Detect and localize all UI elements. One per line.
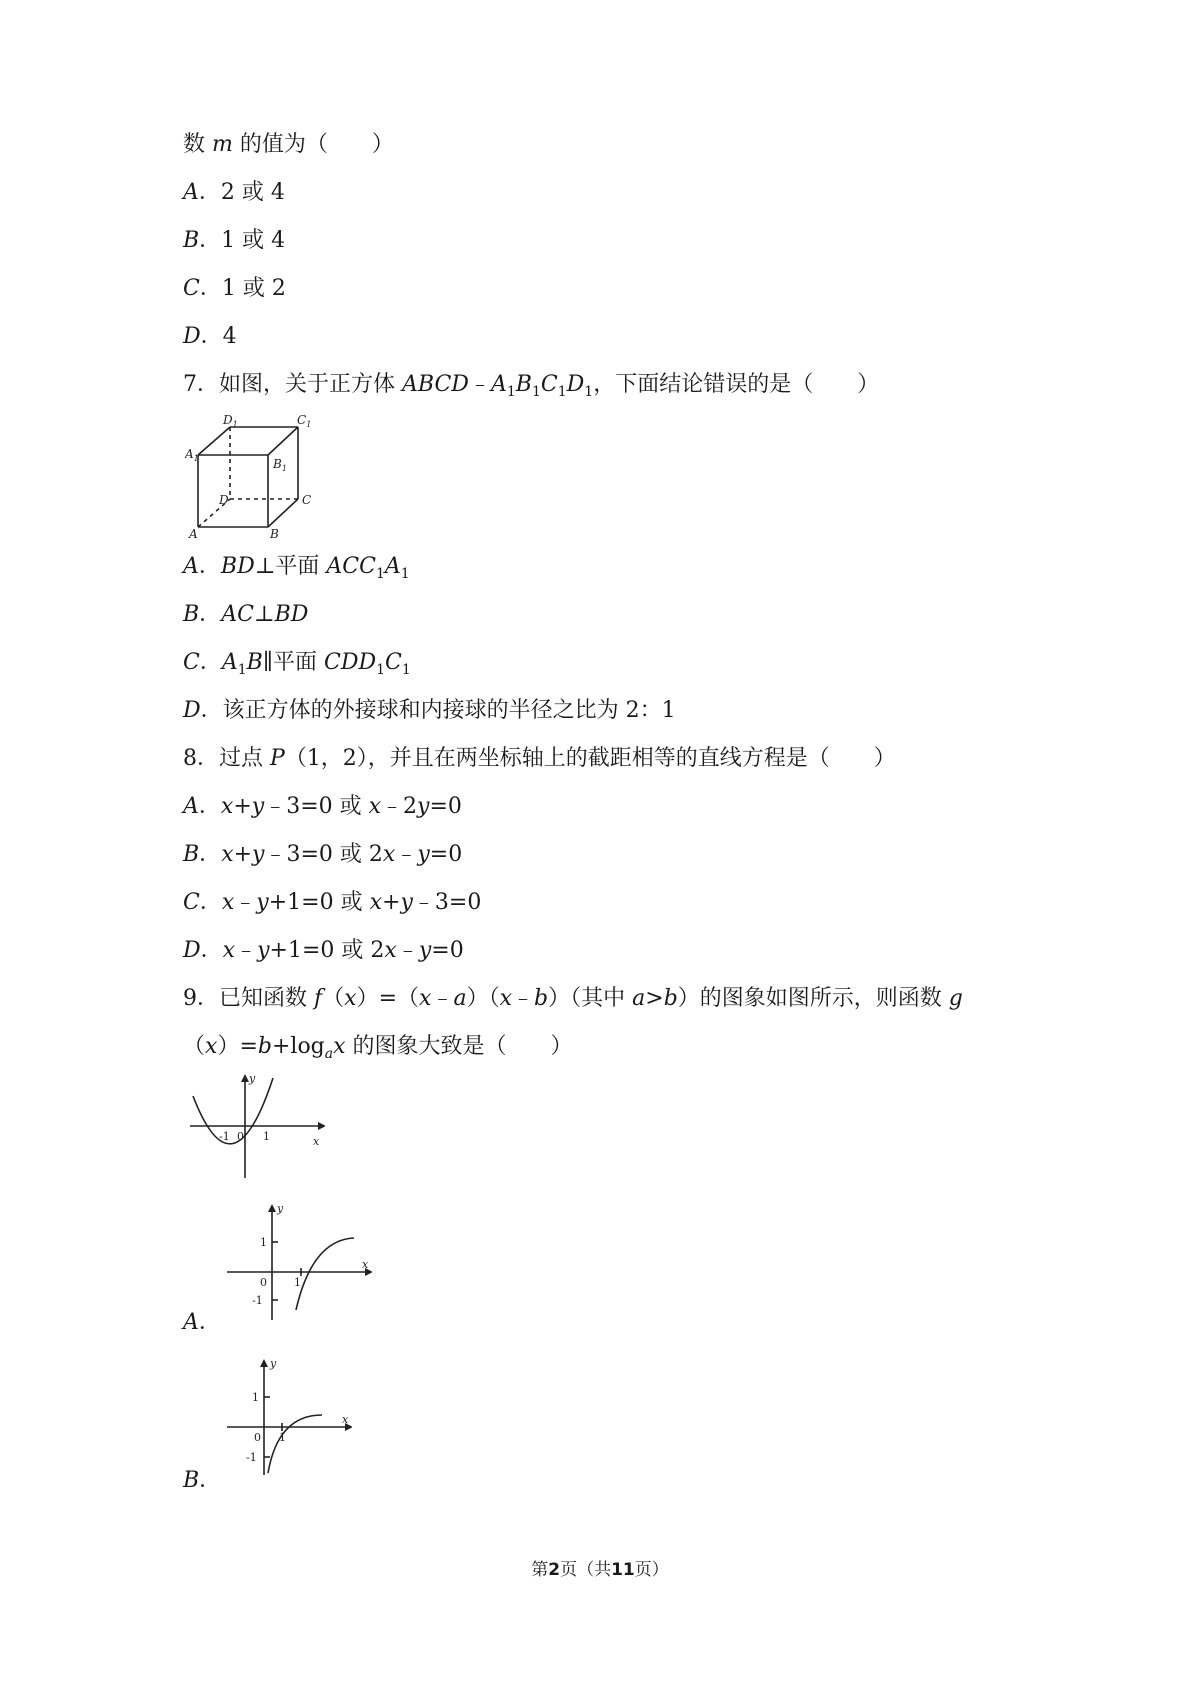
svg-text:1: 1	[294, 1276, 301, 1289]
svg-text:C1: $C_1$	[297, 413, 312, 429]
svg-text:D1: $D_1$	[223, 413, 238, 429]
q7-option-d: D．该正方体的外接球和内接球的半径之比为 2：1	[183, 698, 676, 723]
svg-text:x: x	[362, 1258, 369, 1271]
q7-stem: 7．如图，关于正方体 $ABCD﹣A_1B_1C_1D_1$，下面结论错误的是（ ）	[183, 372, 880, 400]
svg-text:A1: $A_1$	[185, 447, 199, 463]
svg-text:y: y	[277, 1202, 284, 1215]
page-footer: 第2页（共11页）	[531, 1560, 669, 1580]
svg-text:1: 1	[263, 1130, 270, 1143]
svg-text:D: D	[219, 493, 229, 507]
q6-option-d: D．4	[183, 324, 237, 349]
svg-text:x: x	[342, 1413, 349, 1426]
q8-option-a: A．x+y﹣3=0 或 x﹣2y=0	[183, 794, 462, 819]
q7-option-c: C．$A_1B\parallel$平面 $CDD_1C_1$	[183, 650, 411, 678]
q9-stem-line1: 9．已知函数 f（x）=（x﹣a）（x﹣b）（其中 a>b）的图象如图所示，则函数 g	[183, 986, 963, 1011]
svg-text:y: y	[249, 1072, 256, 1085]
svg-text:B: B	[270, 527, 279, 540]
cube-figure	[185, 410, 325, 540]
q7-option-a: A．BD⊥平面 $ACC_1A_1$	[183, 554, 410, 582]
q8-option-b: B．x+y﹣3=0 或 2x﹣y=0	[183, 842, 463, 867]
svg-text:A: A	[189, 527, 198, 540]
q8-option-c: C．x﹣y+1=0 或 x+y﹣3=0	[183, 890, 482, 915]
svg-text:B1: $B_1$	[273, 457, 287, 473]
svg-text:1: 1	[260, 1236, 267, 1249]
svg-text:y: y	[270, 1357, 277, 1370]
q6-stem-tail: 数 m 的值为（ ）	[183, 132, 394, 157]
q9-option-a-graph	[222, 1200, 372, 1322]
svg-text:0: 0	[254, 1431, 261, 1444]
q6-option-b: B．1 或 4	[183, 228, 286, 253]
svg-text:-1: -1	[246, 1451, 257, 1464]
q6-option-c: C．1 或 2	[183, 276, 286, 301]
q7-option-b: B．AC⊥BD	[183, 602, 309, 627]
q9-option-a-label: A．	[183, 1310, 221, 1335]
svg-text:0: 0	[260, 1276, 267, 1289]
svg-text:C: C	[302, 493, 312, 507]
svg-text:1: 1	[279, 1431, 286, 1444]
svg-text:0: 0	[237, 1130, 244, 1143]
q9-option-b-graph	[222, 1355, 352, 1477]
parabola-graph	[185, 1070, 325, 1180]
svg-text:1: 1	[252, 1391, 259, 1404]
svg-text:-1: -1	[219, 1130, 230, 1143]
q9-stem-line2: $(x)=b+\log_ax$ 的图象大致是（ ）	[183, 1034, 573, 1062]
q6-option-a: A．2 或 4	[183, 180, 285, 205]
q9-option-b-label: B．	[183, 1468, 222, 1493]
svg-text:x: x	[313, 1135, 320, 1148]
svg-text:-1: -1	[252, 1294, 263, 1307]
q8-option-d: D．x﹣y+1=0 或 2x﹣y=0	[183, 938, 464, 963]
q8-stem: 8．过点 P（1，2），并且在两坐标轴上的截距相等的直线方程是（ ）	[183, 746, 896, 771]
